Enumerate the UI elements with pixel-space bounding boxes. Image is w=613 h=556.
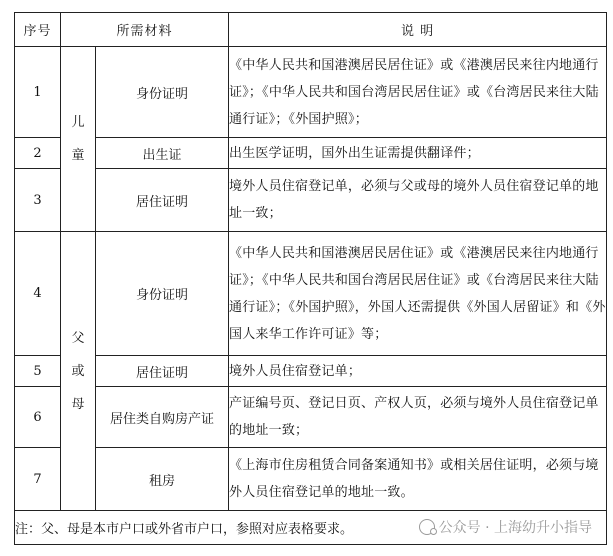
note-text: 注：父、母是本市户口或外省市户口，参照对应表格要求。	[15, 522, 354, 537]
watermark-text: 公众号 · 上海幼升小指导	[438, 520, 593, 536]
row-desc: 境外人员住宿登记单；	[229, 356, 607, 387]
row-no: 6	[15, 387, 61, 448]
row-desc: 《上海市住房租赁合同备案通知书》或相关居住证明，必须与境外人员住宿登记单的地址一致。	[229, 448, 607, 511]
materials-table	[14, 12, 607, 545]
note-row	[15, 511, 607, 545]
row-no: 1	[15, 47, 61, 138]
header-material: 所需材料	[61, 13, 229, 47]
row-no: 7	[15, 448, 61, 511]
row-no: 2	[15, 138, 61, 169]
row-material: 身份证明	[96, 232, 229, 356]
table-row	[15, 169, 607, 232]
watermark	[419, 517, 592, 537]
table-row	[15, 47, 607, 138]
group-char: 童	[71, 148, 85, 163]
row-material: 居住证明	[96, 169, 229, 232]
table-row	[15, 232, 607, 356]
row-material: 租房	[96, 448, 229, 511]
row-desc: 产证编号页、登记日页、产权人页，必须与境外人员住宿登记单的地址一致；	[229, 387, 607, 448]
table-header-row	[15, 13, 607, 47]
group-char: 母	[71, 396, 85, 412]
group-child	[61, 47, 96, 232]
row-material: 出生证	[96, 138, 229, 169]
row-no: 3	[15, 169, 61, 232]
wechat-icon	[419, 519, 435, 535]
group-char: 或	[71, 363, 85, 379]
group-char: 父	[71, 330, 85, 346]
row-material: 居住类自购房产证	[96, 387, 229, 448]
row-material: 身份证明	[96, 47, 229, 138]
row-desc: 境外人员住宿登记单，必须与父或母的境外人员住宿登记单的地址一致；	[229, 169, 607, 232]
table-row	[15, 448, 607, 511]
row-no: 5	[15, 356, 61, 387]
row-desc: 《中华人民共和国港澳居民居住证》或《港澳居民来往内地通行证》；《中华人民共和国台湾居民居住证》或《台湾居民来往大陆通行证》；《外国护照》；	[229, 47, 607, 138]
header-no: 序号	[15, 13, 61, 47]
table-row	[15, 138, 607, 169]
header-explain: 说 明	[229, 13, 607, 47]
row-desc: 《中华人民共和国港澳居民居住证》或《港澳居民来往内地通行证》；《中华人民共和国台湾居民居住证》或《台湾居民来往大陆通行证》；《外国护照》，外国人还需提供《外国人居留证》和《外国人来华工作许可证》等；	[229, 232, 607, 356]
group-parent	[61, 232, 96, 511]
table-row	[15, 387, 607, 448]
row-desc: 出生医学证明，国外出生证需提供翻译件；	[229, 138, 607, 169]
row-material: 居住证明	[96, 356, 229, 387]
note-cell	[15, 511, 607, 545]
table-row	[15, 356, 607, 387]
group-char: 儿	[71, 115, 85, 130]
row-no: 4	[15, 232, 61, 356]
